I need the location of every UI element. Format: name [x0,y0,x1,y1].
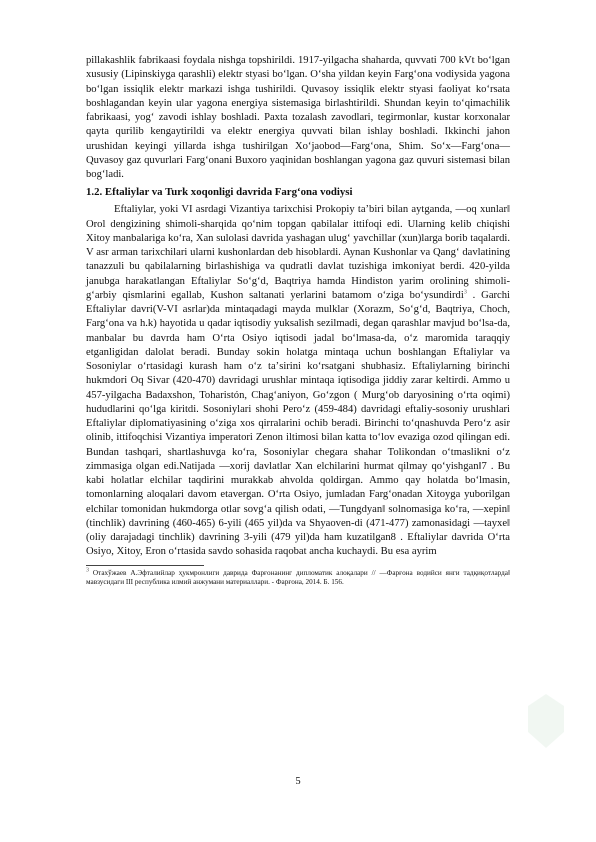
footnote-divider [86,565,204,566]
watermark-emblem-icon [526,692,566,750]
paragraph-text-part-2: . Garchi Eftaliylar davri(V-VI asrlar)da mintaqadagi mayda mulklar (Xorazm, Soʻgʻd, Baqtriya, Choch, Fargʻona va h.k) hayotida u qadar iqtisodiy yuksalish sezilmadi, degan qarashlar mavjud boʻlsa-da, manbalar bu davrda ham Oʻrta Osiyo iqtisodi jadal boʻlmasa-da, oʻz maromida taraqqiy etganligidan dalolat beradi. Bunday sokin holatga mintaqa uchun boshlangan Eftaliylar va Sosoniylar oʻrtasidagi kurash ham oʻz taʼsirini koʻrsatgani shubhasiz. Eftaliylarning birinchi hukmdori Oq Sivar (420-470) davridagi urushlar mintaqa iqtisodiga jiddiy zarar keltirdi. Ammo u 457-yilgacha Badaxshon, Toharistón, Chagʻaniyon, Goʻzgon ( Murgʻob daryosining oʻrta oqimi) hududlarini qoʻlga kiritdi. Sosoniylari shohi Peroʻz (459-484) davridagi eftaliy-sosoniy urushlari Eftaliylar diplomatiyasining oʻziga xos qirralarini ochib beradi. Birinchi toʻqnashuvda Peroʻz asir olinib, ittifoqchisi Vizantiya imperatori Zenon iltimosi bilan katta toʻlov evaziga ozod qilingan edi. Bundan tashqari, shartlashuvga koʻra, Sosoniylar chegara shahar Tolikondan oʻtmaslikni oʻz zimmasiga olgan edi.Natijada ―xorij davlatlar Xan elchilarini hurmat qilmay qoʻyishgan‖7 . Bu kabi holatlar elchilar taqdirini murakkab ahvolda qoldirgan. Ammo qay holatda boʻlmasin, tomonlarning aloqalari davom etavergan. Oʻrta Osiyo, jumladan Fargʻonadan Xitoyga yuborilgan elchilar tomonidan hukmdorga otlar sovgʻa qilish odati, ―Tungdyan‖ solnomasiga koʻra, ―xepin‖ (tinchlik) davrining (460-465) 6-yili (465 yil)da va Shyaoven-di (471-477) zamonasidagi ―tayxe‖ (oliy darajadagi tinchlik) davrining 3-yili (479 yil)da ham kuzatilgan8 . Eftaliylar davrida Oʻrta Osiyo, Xitoy, Eron oʻrtasida savdo sohasida raqobat ancha kuchaydi. Bu esa ayrim [86,289,510,558]
paragraph-text-part-1: Eftaliylar, yoki VI asrdagi Vizantiya tarixchisi Prokopiy taʼbiri bilan aytganda, ―oq xunlar‖ Orol dengizining shimoli-sharqida qoʻnim topgan qabilalar ittifoqi edi. Ularning kelib chiqishi Xitoy manbalariga koʻra, Xan sulolasi davrida yashagan ulugʻ yavchillar (xun)larga borib taqalardi. V asr arman tarixchilari ularni kushonlardan deb hisoblardi. Aynan Kushonlar va Qangʻ davlatining tanazzuli bu qabilalarning birlashishiga va qudratli davlat tuzishiga imkoniyat berdi. 420-yilda janubga harakatlangan Eftaliylar Soʻgʻd, Baqtriya hamda Hindiston yarim orolining shimoli-gʻarbiy qismlarini egallab, Kushon saltanati yerlarini batamom oʻziga boʻysundirdi [86,204,510,301]
section-heading: 1.2. Eftaliylar va Turk xoqonligi davrida Fargʻona vodiysi [86,186,353,199]
footnote-reference[interactable]: 3 [463,289,467,296]
page-number: 5 [295,776,301,787]
document-page [86,54,510,587]
footnote [86,569,510,588]
paragraph-intro: pillakashlik fabrikaasi foydala nishga topshirildi. 1917-yilgacha shaharda, quvvati 700 kVt boʻlgan xususiy (Lipinskiyga qarashli) elektr styasi boʻlgan. Oʻsha yildan keyin Fargʻona vodiysida yagona boʻlgan issiqlik elektr markazi ishga tushirildi. Quvasoy issiqlik elektr styasi faoliyat koʻrsata boshlagandan keyin ular yagona energiya sistemasiga birlashtirildi. Shundan keyin toʻqimachilik fabrikaasi, yogʻ zavodi ishlay boshladi. Paxta tozalash zavodlari, tegirmonlar, kustar korxonalar qayta qurilib kengaytirildi va elektr energiya quvvati bilan ishlay boshladi. Ikkinchi jahon urushidan keyingi yillarda ishga tushirilgan Xoʻjaobod—Fargʻona, Shim. Soʻx—Fargʻona—Quvasoy gaz quvurlari Fargʻonani Buxoro yaqinidan boshlangan yagona gaz quvuri sistemasi bilan bogʻladi. [86,55,510,180]
paragraph-eftaliylar [86,203,510,559]
footnote-number: 3 [86,567,89,574]
footnote-text: Отахўжаев А.Эфталийлар ҳукмронлиги даврида Фарғонанинг дипломатик алоқалари // ―Фарғона водийси янги тадқиқотларда‖ мавзусидаги III республика илмий анжумани материаллари. - Фарғона, 2014. Б. 156. [86,568,511,586]
